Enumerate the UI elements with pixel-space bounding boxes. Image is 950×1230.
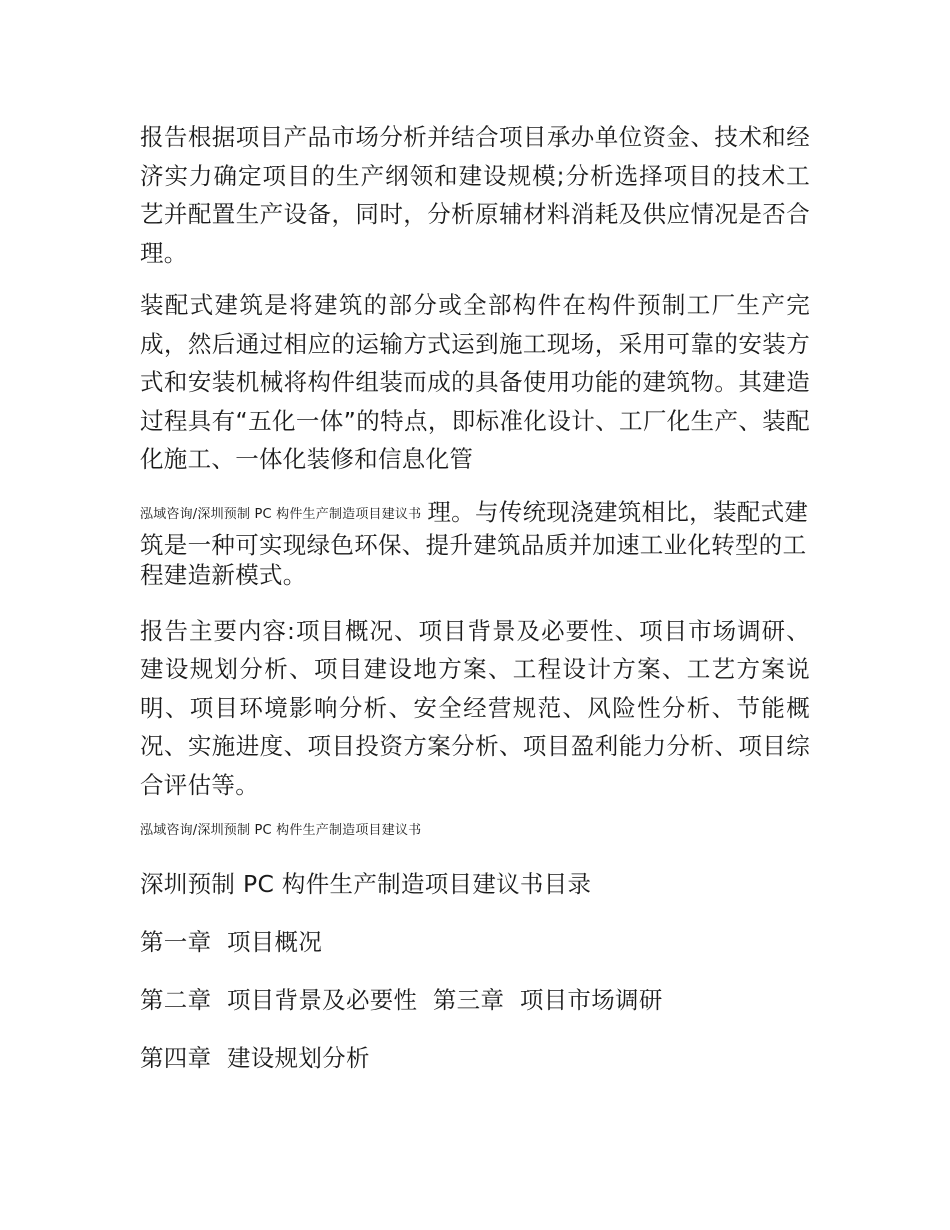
document-page <box>140 118 810 1075</box>
paragraph-report-contents: 报告主要内容:项目概况、项目背景及必要性、项目市场调研、建设规划分析、项目建设地方案、工程设计方案、工艺方案说明、项目环境影响分析、安全经营规范、风险性分析、节能概况、实施进度、项目投资方案分析、项目盈利能力分析、项目综合评估等。 <box>140 616 810 799</box>
toc-item-1: 第一章 项目概况 <box>140 928 323 956</box>
toc-title: 深圳预制 PC 构件生产制造项目建议书目录 <box>140 870 592 898</box>
page-footer: 泓域咨询/深圳预制 PC 构件生产制造项目建议书 <box>140 823 422 838</box>
paragraph-continuation-text: 理。与传统现浇建筑相比，装配式建筑是一种可实现绿色环保、提升建筑品质并加速工业化转型的工程建造新模式。 <box>140 497 809 589</box>
toc-item-2: 第二章 项目背景及必要性 第三章 项目市场调研 <box>140 986 663 1014</box>
toc-item-3: 第四章 建设规划分析 <box>140 1044 370 1072</box>
paragraph-prefab-building: 装配式建筑是将建筑的部分或全部构件在构件预制工厂生产完成，然后通过相应的运输方式运到施工现场，采用可靠的安装方式和安装机械将构件组装而成的具备使用功能的建筑物。其建造过程具有“五化一体”的特点，即标准化设计、工厂化生产、装配化施工、一体化装修和信息化管 <box>140 291 810 473</box>
running-header: 泓域咨询/深圳预制 PC 构件生产制造项目建议书 <box>140 506 422 522</box>
paragraph-report-basis: 报告根据项目产品市场分析并结合项目承办单位资金、技术和经济实力确定项目的生产纲领和建设规模;分析选择项目的技术工艺并配置生产设备，同时，分析原辅材料消耗及供应情况是否合理。 <box>140 123 810 267</box>
paragraph-continuation <box>140 497 810 590</box>
